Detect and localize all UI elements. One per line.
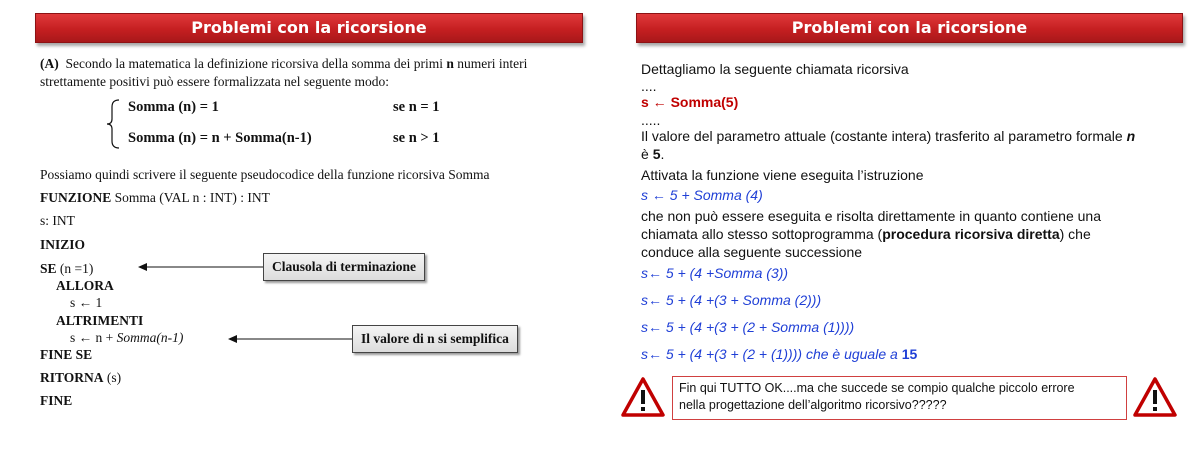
sequence-step-3: s← 5 + (4 +(3 + (2 + Somma (1)))) <box>641 319 855 335</box>
arrow-to-termination-icon <box>138 261 264 273</box>
code-se <box>40 261 93 277</box>
pseudocode-intro: Possiamo quindi scrivere il seguente pseudocodice della funzione ricorsiva Somma <box>40 167 490 182</box>
slide-title: Problemi con la ricorsione <box>35 13 583 43</box>
sequence-step-1: s← 5 + (4 +Somma (3)) <box>641 265 789 281</box>
code-assign-2 <box>70 330 183 346</box>
sequence-result: 15 <box>901 346 918 362</box>
warning-line-2: nella progettazione dell’algoritmo ricorsivo????? <box>679 398 947 412</box>
text-line-7: conduce alla seguente successione <box>641 244 863 260</box>
brace-icon <box>106 99 120 149</box>
text-line-1: Dettagliamo la seguente chiamata ricorsiva <box>641 61 909 77</box>
intro-text-1-end: numeri interi <box>457 56 528 71</box>
text-line-5: che non può essere eseguita e risolta direttamente in quanto contiene una <box>641 208 1101 224</box>
code-altrimenti: ALTRIMENTI <box>56 313 144 328</box>
intro-text-1: Secondo la matematica la definizione ricorsiva della somma dei primi <box>65 56 443 71</box>
warning-line-1: Fin qui TUTTO OK....ma che succede se compio qualche piccolo errore <box>679 381 1075 395</box>
intro-line-1 <box>40 56 527 72</box>
code-fine: FINE <box>40 393 73 408</box>
sequence-step-4-text: s← 5 + (4 +(3 + (2 + (1)))) che è uguale a <box>641 346 898 362</box>
text-line-2 <box>641 128 1135 144</box>
callout-simplify: Il valore di n si semplifica <box>352 325 518 353</box>
code-assign-1: s ← 1 <box>70 295 103 310</box>
direct-recursion-term: procedura ricorsiva diretta <box>882 226 1060 242</box>
definition-row-1: Somma (n) = 1 <box>128 99 219 115</box>
code-fine-se: FINE SE <box>40 347 93 362</box>
code-inizio: INIZIO <box>40 237 86 252</box>
param-n: n <box>1126 128 1136 144</box>
funzione-signature: Somma (VAL n : INT) : INT <box>114 190 270 205</box>
callout-termination: Clausola di terminazione <box>263 253 425 281</box>
ritorna-value: (s) <box>106 370 122 385</box>
text-line-6-post: ) che <box>1059 226 1091 242</box>
ellipsis-1: .... <box>641 78 657 94</box>
code-funzione <box>40 190 270 206</box>
keyword-ritorna: RITORNA <box>40 370 104 385</box>
text-line-2-body: Il valore del parametro attuale (costante intera) trasferito al parametro formale <box>641 128 1123 144</box>
warning-icon <box>1133 377 1177 417</box>
sequence-step-2: s← 5 + (4 +(3 + Somma (2))) <box>641 292 822 308</box>
expression-1: s ← 5 + Somma (4) <box>641 187 763 203</box>
assign-2-call: Somma(n-1) <box>116 330 184 345</box>
code-allora: ALLORA <box>56 278 114 293</box>
keyword-funzione: FUNZIONE <box>40 190 112 205</box>
warning-box <box>672 376 1127 420</box>
sequence-step-4 <box>641 346 917 362</box>
text-line-6-pre: chiamata allo stesso sottoprogramma ( <box>641 226 883 242</box>
code-var: s: INT <box>40 213 75 228</box>
arrow-to-simplify-icon <box>228 333 354 345</box>
warning-icon <box>621 377 665 417</box>
intro-line-2: strettamente positivi può essere formalizzata nel seguente modo: <box>40 74 390 89</box>
label-a: (A) <box>40 56 59 71</box>
definition-row-2: Somma (n) = n + Somma(n-1) <box>128 130 312 146</box>
text-line-3-pre: è <box>641 146 649 162</box>
keyword-se: SE <box>40 261 57 276</box>
definition-row-1-condition: se n = 1 <box>393 99 440 115</box>
assign-2-prefix: s ← n + <box>70 330 117 345</box>
value-5: 5 <box>652 146 661 162</box>
se-condition: (n =1) <box>59 261 94 276</box>
slide-title: Problemi con la ricorsione <box>636 13 1183 43</box>
text-line-6 <box>641 226 1091 242</box>
recursive-call: s ← Somma(5) <box>641 94 739 110</box>
text-line-4: Attivata la funzione viene eseguita l’istruzione <box>641 167 924 183</box>
code-ritorna <box>40 370 121 386</box>
definition-row-2-condition: se n > 1 <box>393 130 440 146</box>
ellipsis-2: ..... <box>641 112 661 128</box>
text-line-3 <box>641 146 664 162</box>
intro-n: n <box>446 56 454 71</box>
text-line-3-post: . <box>660 146 665 162</box>
